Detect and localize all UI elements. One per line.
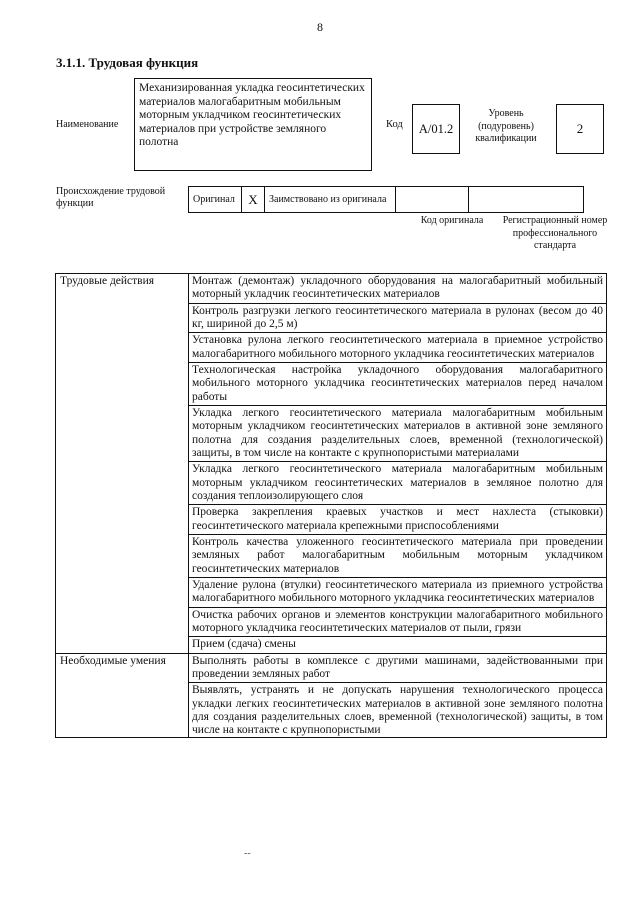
labor-actions-label: Трудовые действия: [56, 274, 189, 654]
origin-table: [188, 186, 584, 213]
origin-reg-number-cell: [469, 187, 584, 213]
code-value-box: A/01.2: [412, 104, 460, 154]
origin-original-cell: Оригинал: [189, 187, 242, 213]
origin-code-cell: [396, 187, 469, 213]
qualification-level-box: 2: [556, 104, 604, 154]
labor-action-item: Контроль качества уложенного геосинтетического материала при проведении земляных работ малогабаритным мобильным моторным укладчиком геосинтетических материалов: [189, 534, 607, 577]
labor-action-item: Очистка рабочих органов и элементов конструкции малогабаритного мобильного моторного укладчика геосинтетических материалов от пыли, грязи: [189, 607, 607, 637]
labor-action-item: Монтаж (демонтаж) укладочного оборудования на малогабаритный мобильный моторный укладчик геосинтетических материалов: [189, 274, 607, 304]
labor-action-item: Проверка закрепления краевых участков и мест нахлеста (стыковки) геосинтетического материала крепежными приспособлениями: [189, 505, 607, 535]
code-label: Код: [386, 119, 403, 130]
labor-action-item: Технологическая настройка укладочного оборудования малогабаритного мобильного моторного укладчика геосинтетических материалов перед началом работы: [189, 362, 607, 405]
skill-item: Выявлять, устранять и не допускать нарушения технологического процесса укладки легких геосинтетических материалов в активной зоне земляного полотна для создания разделительных слоев, временной (технологической) защиты, в том числе на контакте с крупнопористыми: [192, 684, 603, 737]
skill-item: Выполнять работы в комплексе с другими машинами, задействованными при проведении земляных работ: [189, 653, 607, 683]
footer-mark: --: [244, 848, 251, 859]
labor-function-table: [55, 273, 607, 738]
page-number: 8: [317, 20, 323, 34]
registration-number-label: Регистрационный номер профессионального стандарта: [502, 215, 608, 251]
skill-item-cell: [189, 683, 607, 738]
section-title: 3.1.1. Трудовая функция: [56, 55, 199, 70]
labor-action-item: Установка рулона легкого геосинтетического материала в приемное устройство малогабаритного мобильного моторного укладчика геосинтетических материалов: [189, 333, 607, 363]
labor-action-item: Удаление рулона (втулки) геосинтетического материала из приемного устройства малогабаритного мобильного моторного укладчика геосинтетических материалов: [189, 577, 607, 607]
name-label: Наименование: [56, 119, 119, 130]
qualification-level-label: Уровень (подуровень) квалификации: [475, 108, 537, 144]
table-row: [56, 653, 607, 683]
labor-action-item: Прием (сдача) смены: [189, 637, 607, 653]
origin-original-mark: X: [242, 187, 265, 213]
origin-borrowed-cell: Заимствовано из оригинала: [265, 187, 396, 213]
origin-label: Происхождение трудовой функции: [56, 186, 166, 209]
function-name-box: Механизированная укладка геосинтетических материалов малогабаритным мобильным моторным укладчиком геосинтетических материалов при устройстве земляного полотна: [134, 78, 372, 171]
code-original-label: Код оригинала: [420, 215, 484, 226]
required-skills-label: Необходимые умения: [56, 653, 189, 738]
table-row: [56, 274, 607, 304]
labor-action-item: Укладка легкого геосинтетического материала малогабаритным мобильным моторным укладчиком геосинтетических материалов в активной зоне земляного полотна для создания разделительных слоев, временной (технологической) защиты, в том числе на контакте с крупнопористыми материалами: [189, 405, 607, 461]
labor-action-item: Контроль разгрузки легкого геосинтетического материала в рулонах (весом до 40 кг, шириной до 2,5 м): [189, 303, 607, 333]
labor-action-item: Укладка легкого геосинтетического материала малогабаритным мобильным моторным укладчиком геосинтетических материалов в земляное полотно для создания теплоизолирующего слоя: [189, 462, 607, 505]
